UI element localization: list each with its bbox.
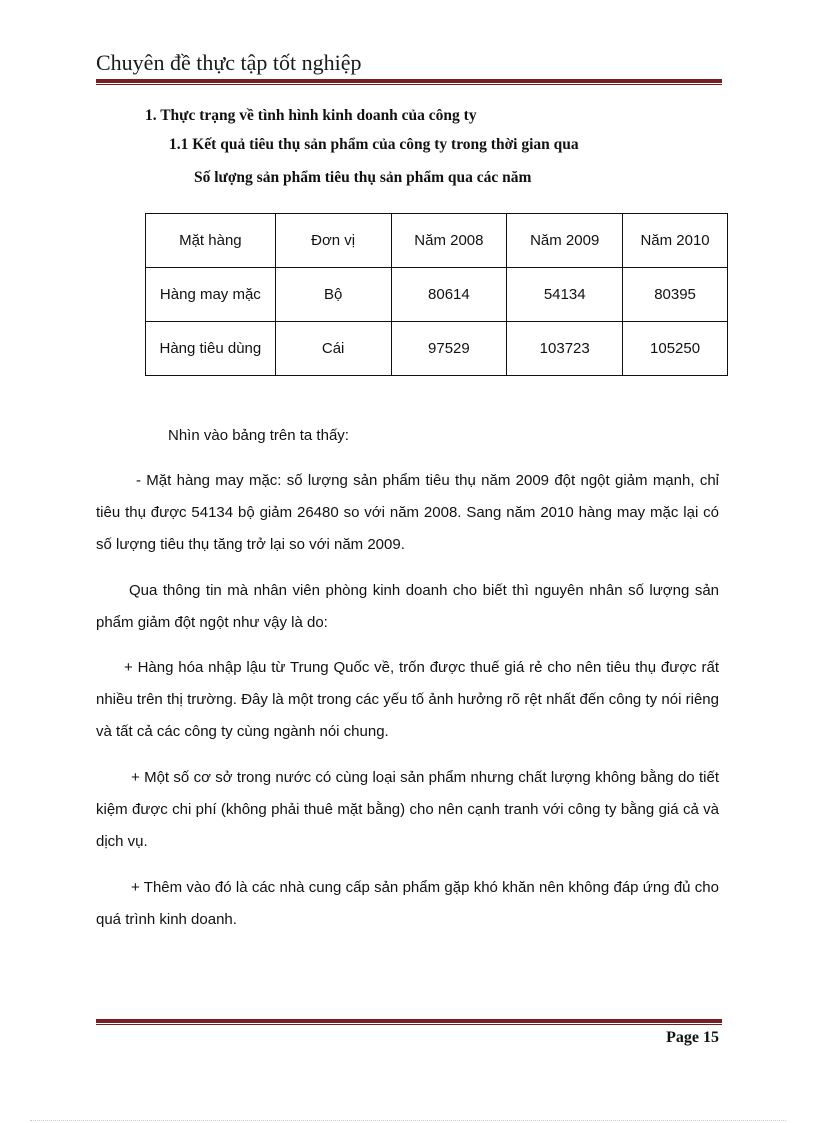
table-row xyxy=(146,268,728,322)
paragraph-apparel: - Mặt hàng may mặc: số lượng sản phẩm tiêu thụ năm 2009 đột ngột giảm mạnh, chỉ tiêu thụ được 54134 bộ giảm 26480 so với năm 2008. Sang năm 2010 hàng may mặc lại có số lượng tiêu thụ tăng trở lại so với năm 2009. xyxy=(96,472,719,553)
sales-table xyxy=(145,213,728,376)
header-rule xyxy=(96,79,722,85)
table-header-row xyxy=(146,214,728,268)
footer-rule xyxy=(96,1019,722,1025)
table-cell: 80614 xyxy=(391,268,507,322)
paragraph-reason-suppliers: + Thêm vào đó là các nhà cung cấp sản phẩm gặp khó khăn nên không đáp ứng đủ cho quá trình kinh doanh. xyxy=(96,879,719,928)
table-cell: 54134 xyxy=(507,268,623,322)
table-caption: Số lượng sản phẩm tiêu thụ sản phẩm qua các năm xyxy=(194,169,532,186)
paragraph-reason-smuggling: + Hàng hóa nhập lậu từ Trung Quốc về, trốn được thuế giá rẻ cho nên tiêu thụ được rất nhiều trên thị trường. Đây là một trong các yếu tố ảnh hưởng rõ rệt nhất đến công ty nói riêng và tất cả các công ty cùng ngành nói chung. xyxy=(96,659,719,740)
table-header-cell: Năm 2009 xyxy=(507,214,623,268)
page-number: Page 15 xyxy=(666,1029,719,1046)
section-subheading: 1.1 Kết quả tiêu thụ sản phẩm của công ty trong thời gian qua xyxy=(169,136,579,153)
table-cell: Cái xyxy=(275,322,391,376)
table-cell: Bộ xyxy=(275,268,391,322)
section-heading: 1. Thực trạng về tình hình kinh doanh của công ty xyxy=(145,107,477,124)
table-header-cell: Đơn vị xyxy=(275,214,391,268)
paragraph-cause: Qua thông tin mà nhân viên phòng kinh doanh cho biết thì nguyên nhân số lượng sản phẩm giảm đột ngột như vậy là do: xyxy=(96,582,719,631)
table-cell: 80395 xyxy=(623,268,728,322)
table-cell: Hàng tiêu dùng xyxy=(146,322,276,376)
table-cell: 97529 xyxy=(391,322,507,376)
page-header-title: Chuyên đề thực tập tốt nghiệp xyxy=(96,50,362,75)
table-row xyxy=(146,322,728,376)
table-header-cell: Mặt hàng xyxy=(146,214,276,268)
table-cell: 103723 xyxy=(507,322,623,376)
paragraph-reason-competition: + Một số cơ sở trong nước có cùng loại sản phẩm nhưng chất lượng không bằng do tiết kiệm được chi phí (không phải thuê mặt bằng) cho nên cạnh tranh với công ty bằng giá cả và dịch vụ. xyxy=(96,769,719,850)
table-cell: 105250 xyxy=(623,322,728,376)
table-header-cell: Năm 2008 xyxy=(391,214,507,268)
table-header-cell: Năm 2010 xyxy=(623,214,728,268)
table-cell: Hàng may mặc xyxy=(146,268,276,322)
paragraph-intro: Nhìn vào bảng trên ta thấy: xyxy=(168,427,349,444)
page-bottom-border xyxy=(30,1120,786,1121)
